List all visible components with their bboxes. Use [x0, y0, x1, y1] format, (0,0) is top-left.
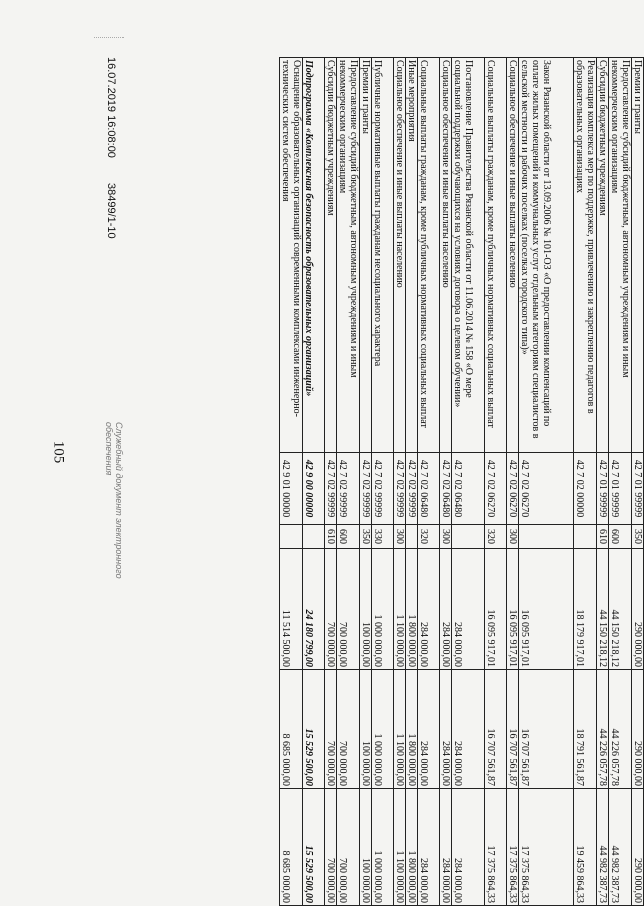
row-value-2021-cell: 44 982 387,73 — [609, 789, 632, 906]
row-value-2021-cell: 17 375 864,33 — [507, 789, 519, 906]
row-value-2019-cell: 700 000,00 — [337, 549, 360, 670]
row-name-cell: Социальное обеспечение и иные выплаты населению — [440, 58, 452, 453]
row-code-cell: 42 7 02 06270 — [519, 453, 574, 525]
row-name-cell: Подпрограмма «Комплексная безопасность образовательных организаций» — [303, 58, 325, 453]
document-footer — [105, 57, 117, 261]
row-value-2021-cell: 15 529 500,00 — [303, 789, 325, 906]
rotated-sheet — [84, 57, 644, 905]
row-value-2021-cell: 1 100 000,00 — [394, 789, 406, 906]
row-name-cell: Социальные выплаты гражданам, кроме публичных нормативных социальных выплат — [418, 58, 440, 453]
row-value-2021-cell: 700 000,00 — [337, 789, 360, 906]
row-value-2019-cell: 1 800 000,00 — [406, 549, 418, 670]
row-code-cell: 42 9 00 00000 — [303, 453, 325, 525]
table-row — [507, 58, 519, 906]
row-kind-cell: 600 — [337, 525, 360, 549]
row-kind-cell: 320 — [485, 525, 507, 549]
table-row — [360, 58, 372, 906]
row-value-2020-cell: 16 707 561,87 — [485, 670, 507, 789]
row-name-cell: Постановление Правительства Рязанской области от 11.06.2014 № 158 «О мере социальной поддержки обучающихся на условиях договора о целевом обучении» — [452, 58, 485, 453]
row-kind-cell: 300 — [440, 525, 452, 549]
row-name-cell: Субсидии бюджетным учреждениям — [597, 58, 609, 453]
table-row — [440, 58, 452, 906]
row-value-2020-cell: 290 000,00 — [632, 670, 644, 789]
row-name-cell: Социальное обеспечение и иные выплаты населению — [394, 58, 406, 453]
row-value-2021-cell: 1 000 000,00 — [372, 789, 394, 906]
table-row — [372, 58, 394, 906]
row-value-2021-cell: 100 000,00 — [360, 789, 372, 906]
row-kind-cell: 300 — [394, 525, 406, 549]
row-value-2021-cell: 8 685 000,00 — [280, 789, 303, 906]
row-value-2020-cell: 18 791 561,87 — [574, 670, 597, 789]
table-row — [325, 58, 337, 906]
row-value-2021-cell: 19 459 864,33 — [574, 789, 597, 906]
row-code-cell: 42 7 02 99999 — [406, 453, 418, 525]
row-value-2021-cell: 700 000,00 — [325, 789, 337, 906]
row-name-cell: Реализация комплекса мер по поддержке, привлечению и закреплению педагогов в образовательных организациях — [574, 58, 597, 453]
row-value-2019-cell: 284 000,00 — [418, 549, 440, 670]
row-value-2020-cell: 15 529 500,00 — [303, 670, 325, 789]
row-value-2020-cell: 284 000,00 — [452, 670, 485, 789]
row-value-2020-cell: 16 707 561,87 — [519, 670, 574, 789]
row-name-cell: Иные мероприятия — [406, 58, 418, 453]
footer-datetime: 16.07.2019 16:08:00 — [105, 57, 117, 158]
budget-table-body — [280, 58, 644, 906]
row-kind-cell: 610 — [597, 525, 609, 549]
row-value-2020-cell: 100 000,00 — [360, 670, 372, 789]
row-code-cell: 42 7 02 99999 — [337, 453, 360, 525]
table-row — [452, 58, 485, 906]
row-kind-cell: 350 — [632, 525, 644, 549]
row-name-cell: Премии и гранты — [360, 58, 372, 453]
row-value-2019-cell: 11 514 500,00 — [280, 549, 303, 670]
row-code-cell: 42 7 02 00000 — [574, 453, 597, 525]
scan-edge-mark — [94, 37, 124, 52]
row-name-cell: Публичные нормативные выплаты гражданам несоциального характера — [372, 58, 394, 453]
table-row — [632, 58, 644, 906]
footer-doc-id: 38499/1-10 — [105, 183, 117, 239]
row-code-cell: 42 7 01 99999 — [597, 453, 609, 525]
row-value-2021-cell: 17 375 864,33 — [485, 789, 507, 906]
stamp-note-line: обеспечения — [104, 422, 114, 476]
row-name-cell: Предоставление субсидий бюджетным, автономным учреждениям и иным некоммерческим организациям — [609, 58, 632, 453]
row-name-cell: Оснащение образовательных организаций современными комплексами инженерно-технических систем обеспечения — [280, 58, 303, 453]
row-code-cell: 42 7 02 06480 — [452, 453, 485, 525]
table-row — [597, 58, 609, 906]
row-value-2019-cell: 290 000,00 — [632, 549, 644, 670]
row-value-2021-cell: 1 800 000,00 — [406, 789, 418, 906]
row-value-2019-cell: 16 095 917,01 — [507, 549, 519, 670]
row-code-cell: 42 7 01 99999 — [609, 453, 632, 525]
row-value-2021-cell: 290 000,00 — [632, 789, 644, 906]
row-kind-cell: 300 — [507, 525, 519, 549]
row-value-2019-cell: 284 000,00 — [452, 549, 485, 670]
table-row — [337, 58, 360, 906]
row-kind-cell — [280, 525, 303, 549]
row-code-cell: 42 7 02 99999 — [394, 453, 406, 525]
stamp-note — [104, 422, 124, 579]
row-kind-cell — [406, 525, 418, 549]
row-value-2020-cell: 700 000,00 — [337, 670, 360, 789]
table-row — [280, 58, 303, 906]
row-kind-cell: 600 — [609, 525, 632, 549]
row-value-2020-cell: 16 707 561,87 — [507, 670, 519, 789]
row-code-cell: 42 7 01 99999 — [632, 453, 644, 525]
row-value-2019-cell: 16 095 917,01 — [519, 549, 574, 670]
row-name-cell: Закон Рязанской области от 13.09.2006 № 101-ОЗ «О предоставлении компенсаций по оплате жилых помещений и коммунальных услуг отдельным категориям специалистов в сельской местности и рабочих поселках (поселках городского типа)» — [519, 58, 574, 453]
row-code-cell: 42 7 02 06270 — [507, 453, 519, 525]
page-number: 105 — [50, 440, 67, 464]
row-name-cell: Социальные выплаты гражданам, кроме публичных нормативных социальных выплат — [485, 58, 507, 453]
row-value-2019-cell: 18 179 917,01 — [574, 549, 597, 670]
row-value-2020-cell: 8 685 000,00 — [280, 670, 303, 789]
row-name-cell: Премии и гранты — [632, 58, 644, 453]
row-value-2020-cell: 284 000,00 — [440, 670, 452, 789]
row-value-2019-cell: 100 000,00 — [360, 549, 372, 670]
row-value-2020-cell: 700 000,00 — [325, 670, 337, 789]
row-kind-cell: 610 — [325, 525, 337, 549]
row-kind-cell — [303, 525, 325, 549]
sheet-content — [84, 57, 644, 905]
row-code-cell: 42 7 02 06480 — [418, 453, 440, 525]
row-name-cell: Предоставление субсидий бюджетным, автономным учреждениям и иным некоммерческим организациям — [337, 58, 360, 453]
row-value-2021-cell: 284 000,00 — [440, 789, 452, 906]
row-kind-cell — [452, 525, 485, 549]
row-value-2019-cell: 24 180 799,00 — [303, 549, 325, 670]
row-kind-cell: 330 — [372, 525, 394, 549]
row-name-cell: Субсидии бюджетным учреждениям — [325, 58, 337, 453]
row-kind-cell — [519, 525, 574, 549]
row-name-cell: Социальное обеспечение и иные выплаты населению — [507, 58, 519, 453]
row-value-2020-cell: 1 100 000,00 — [394, 670, 406, 789]
row-value-2020-cell: 44 226 057,78 — [609, 670, 632, 789]
table-row — [303, 58, 325, 906]
table-row — [485, 58, 507, 906]
row-kind-cell — [574, 525, 597, 549]
table-row — [406, 58, 418, 906]
row-value-2020-cell: 284 000,00 — [418, 670, 440, 789]
table-row — [394, 58, 406, 906]
row-code-cell: 42 7 02 06270 — [485, 453, 507, 525]
row-value-2019-cell: 1 000 000,00 — [372, 549, 394, 670]
row-value-2021-cell: 44 982 387,73 — [597, 789, 609, 906]
row-code-cell: 42 7 02 06480 — [440, 453, 452, 525]
row-value-2019-cell: 16 095 917,01 — [485, 549, 507, 670]
row-value-2021-cell: 284 000,00 — [452, 789, 485, 906]
row-value-2019-cell: 44 150 218,12 — [597, 549, 609, 670]
row-code-cell: 42 7 02 99999 — [360, 453, 372, 525]
row-code-cell: 42 7 02 99999 — [325, 453, 337, 525]
table-row — [418, 58, 440, 906]
row-value-2020-cell: 1 800 000,00 — [406, 670, 418, 789]
row-value-2021-cell: 17 375 864,33 — [519, 789, 574, 906]
row-value-2019-cell: 284 000,00 — [440, 549, 452, 670]
row-code-cell: 42 9 01 00000 — [280, 453, 303, 525]
table-row — [609, 58, 632, 906]
row-value-2021-cell: 284 000,00 — [418, 789, 440, 906]
row-value-2019-cell: 1 100 000,00 — [394, 549, 406, 670]
row-value-2019-cell: 700 000,00 — [325, 549, 337, 670]
stamp-note-line: Служебный документ электронного — [114, 422, 124, 579]
row-value-2019-cell: 44 150 218,12 — [609, 549, 632, 670]
row-kind-cell: 320 — [418, 525, 440, 549]
row-code-cell: 42 7 02 99999 — [372, 453, 394, 525]
table-row — [519, 58, 574, 906]
budget-table — [279, 57, 644, 906]
row-value-2020-cell: 44 226 057,78 — [597, 670, 609, 789]
row-kind-cell: 350 — [360, 525, 372, 549]
row-value-2020-cell: 1 000 000,00 — [372, 670, 394, 789]
table-row — [574, 58, 597, 906]
